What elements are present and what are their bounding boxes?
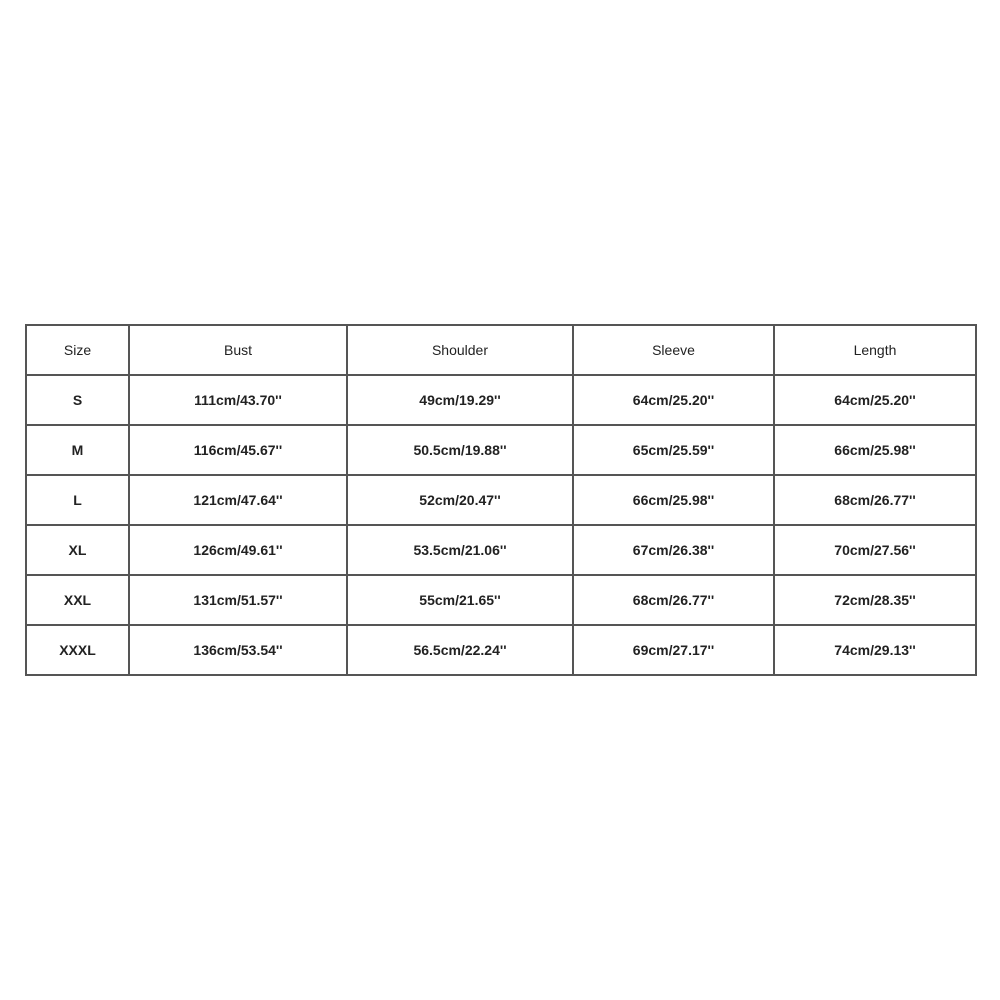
size-cell: XXL <box>26 575 129 625</box>
bust-cell: 126cm/49.61'' <box>129 525 347 575</box>
table-row <box>26 425 976 475</box>
sleeve-cell: 66cm/25.98'' <box>573 475 774 525</box>
length-cell: 70cm/27.56'' <box>774 525 976 575</box>
shoulder-cell: 53.5cm/21.06'' <box>347 525 573 575</box>
bust-cell: 131cm/51.57'' <box>129 575 347 625</box>
size-cell: S <box>26 375 129 425</box>
bust-cell: 136cm/53.54'' <box>129 625 347 675</box>
header-bust: Bust <box>129 325 347 375</box>
header-size: Size <box>26 325 129 375</box>
length-cell: 72cm/28.35'' <box>774 575 976 625</box>
table-row <box>26 375 976 425</box>
length-cell: 68cm/26.77'' <box>774 475 976 525</box>
table-row <box>26 525 976 575</box>
bust-cell: 111cm/43.70'' <box>129 375 347 425</box>
length-cell: 64cm/25.20'' <box>774 375 976 425</box>
size-cell: M <box>26 425 129 475</box>
sleeve-cell: 69cm/27.17'' <box>573 625 774 675</box>
table-row <box>26 475 976 525</box>
size-chart-table <box>25 324 977 676</box>
sleeve-cell: 68cm/26.77'' <box>573 575 774 625</box>
size-cell: L <box>26 475 129 525</box>
table-header-row <box>26 325 976 375</box>
table-row <box>26 625 976 675</box>
shoulder-cell: 50.5cm/19.88'' <box>347 425 573 475</box>
size-cell: XXXL <box>26 625 129 675</box>
length-cell: 66cm/25.98'' <box>774 425 976 475</box>
shoulder-cell: 55cm/21.65'' <box>347 575 573 625</box>
sleeve-cell: 67cm/26.38'' <box>573 525 774 575</box>
table-row <box>26 575 976 625</box>
shoulder-cell: 49cm/19.29'' <box>347 375 573 425</box>
length-cell: 74cm/29.13'' <box>774 625 976 675</box>
header-length: Length <box>774 325 976 375</box>
sleeve-cell: 65cm/25.59'' <box>573 425 774 475</box>
shoulder-cell: 56.5cm/22.24'' <box>347 625 573 675</box>
sleeve-cell: 64cm/25.20'' <box>573 375 774 425</box>
header-sleeve: Sleeve <box>573 325 774 375</box>
shoulder-cell: 52cm/20.47'' <box>347 475 573 525</box>
header-shoulder: Shoulder <box>347 325 573 375</box>
bust-cell: 121cm/47.64'' <box>129 475 347 525</box>
bust-cell: 116cm/45.67'' <box>129 425 347 475</box>
size-cell: XL <box>26 525 129 575</box>
